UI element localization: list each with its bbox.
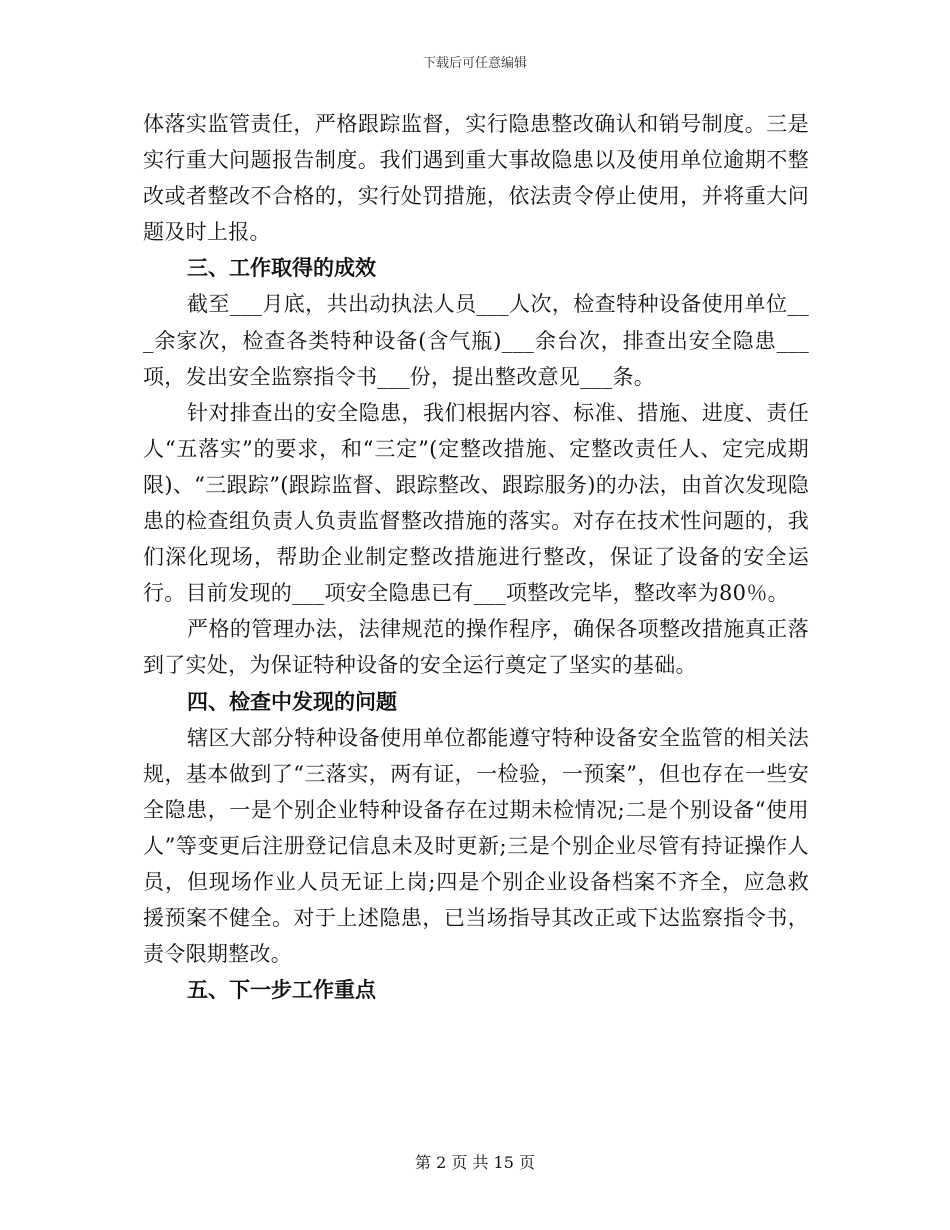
- paragraph-management: 严格的管理办法，法律规范的操作程序，确保各项整改措施真正落到了实处，为保证特种设备的安全运行奠定了坚实的基础。: [143, 617, 809, 678]
- paragraph-problems: 辖区大部分特种设备使用单位都能遵守特种设备安全监管的相关法规，基本做到了“三落实，两有证，一检验，一预案”，但也存在一些安全隐患，一是个别企业特种设备存在过期未检情况;二是个别设备“使用人”等变更后注册登记信息未及时更新;三是个别企业尽管有持证操作人员，但现场作业人员无证上岗;四是个别企业设备档案不齐全，应急救援预案不健全。对于上述隐患，已当场指导其改正或下达监察指令书，责令限期整改。: [143, 725, 809, 967]
- section-heading-3: 三、工作取得的成效: [187, 256, 376, 281]
- paragraph-rectification: 针对排查出的安全隐患，我们根据内容、标准、措施、进度、责任人“五落实”的要求，和“三定”(定整改措施、定整改责任人、定完成期限)、“三跟踪”(跟踪监督、跟踪整改、跟踪服务)的办法，由首次发现隐患的检查组负责人负责监督整改措施的落实。对存在技术性问题的，我们深化现场，帮助企业制定整改措施进行整改，保证了设备的安全运行。目前发现的___项安全隐患已有___项整改完毕，整改率为80％。: [143, 400, 809, 606]
- paragraph-statistics: 截至___月底，共出动执法人员___人次，检查特种设备使用单位___余家次，检查各类特种设备(含气瓶)___余台次，排查出安全隐患___项，发出安全监察指令书___份，提出整改意见___条。: [143, 292, 809, 389]
- header-note: 下载后可任意编辑: [422, 56, 527, 71]
- paragraph-continued: 体落实监管责任，严格跟踪监督，实行隐患整改确认和销号制度。三是实行重大问题报告制度。我们遇到重大事故隐患以及使用单位逾期不整改或者整改不合格的，实行处罚措施，依法责令停止使用，并将重大问题及时上报。: [143, 112, 809, 245]
- section-heading-5: 五、下一步工作重点: [187, 978, 376, 1003]
- section-heading-4: 四、检查中发现的问题: [187, 689, 397, 714]
- document-body: [143, 106, 809, 1008]
- page-number: 第 2 页 共 15 页: [415, 1153, 535, 1172]
